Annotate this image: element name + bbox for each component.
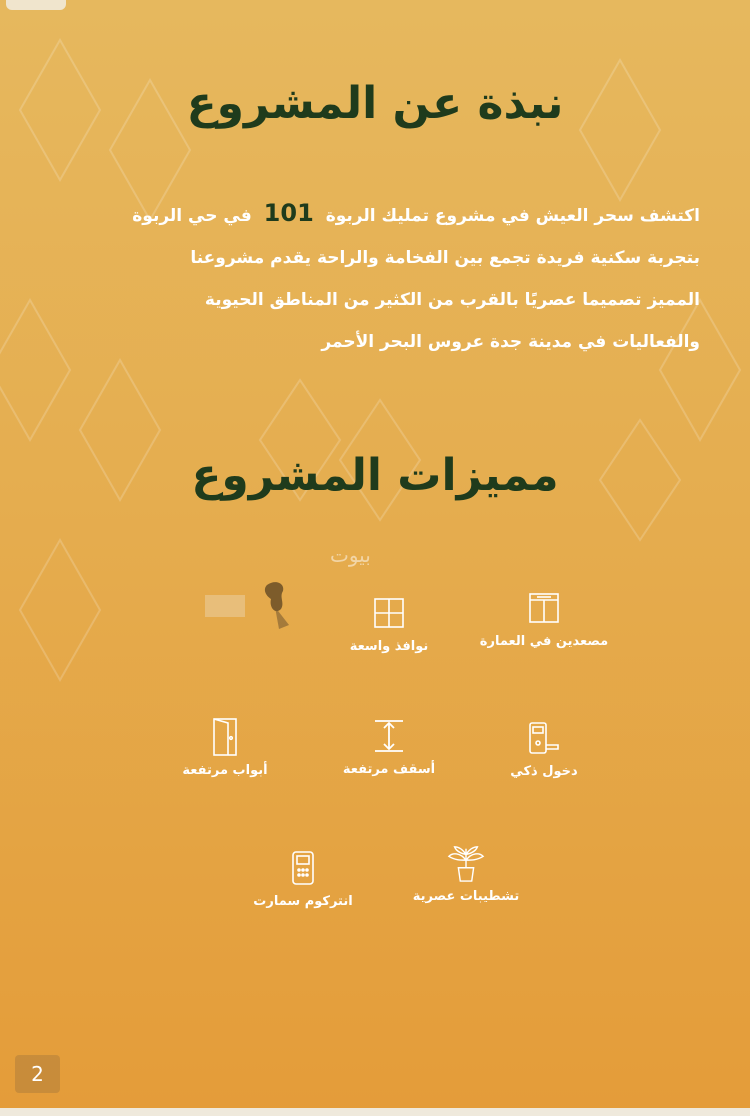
feature-label: أسقف مرتفعة (342, 762, 436, 777)
feature-label: دخول ذكي (510, 764, 578, 779)
about-line-2: بتجربة سكنية فريدة تجمع بين الفخامة والراحة يقدم مشروعنا (190, 248, 700, 268)
door-icon (210, 717, 240, 757)
smart-lock-icon (527, 718, 561, 758)
about-paragraph (90, 192, 700, 363)
feature-smart-entry (459, 718, 629, 779)
feature-label: انتركوم سمارت (253, 894, 353, 909)
about-title: نبذة عن المشروع (186, 78, 564, 129)
about-line-3: المميز تصميما عصريًا بالقرب من الكثير من المناطق الحيوية (204, 290, 700, 310)
about-line-1 (90, 192, 700, 237)
watermark-logo (330, 543, 371, 567)
photo-fragment (205, 577, 295, 635)
feature-label: مصعدين في العمارة (479, 634, 609, 649)
about-line-1-end: في حي الربوة (132, 206, 252, 226)
feature-high-ceilings (304, 716, 474, 777)
page-number: 2 (15, 1055, 60, 1093)
watermark-text: بيوت (330, 543, 371, 567)
feature-smart-intercom (218, 848, 388, 909)
feature-windows (304, 593, 474, 654)
feature-elevators (459, 588, 629, 649)
intercom-icon (290, 848, 316, 888)
project-number: 101 (263, 199, 314, 227)
bottom-strip (0, 1108, 750, 1116)
feature-label: أبواب مرتفعة (182, 763, 268, 778)
feature-label: تشطيبات عصرية (412, 889, 520, 904)
feature-high-doors (140, 717, 310, 778)
feature-modern-finishes (381, 843, 551, 904)
ceiling-height-icon (371, 716, 407, 756)
features-title: مميزات المشروع (191, 450, 559, 501)
about-line-1-start: اكتشف سحر العيش في مشروع تمليك الربوة (325, 206, 700, 226)
plant-icon (444, 843, 488, 883)
about-line-4: والفعاليات في مدينة جدة عروس البحر الأحمر (321, 332, 700, 352)
window-icon (373, 593, 405, 633)
feature-label: نوافذ واسعة (349, 639, 429, 654)
elevator-icon (527, 588, 561, 628)
